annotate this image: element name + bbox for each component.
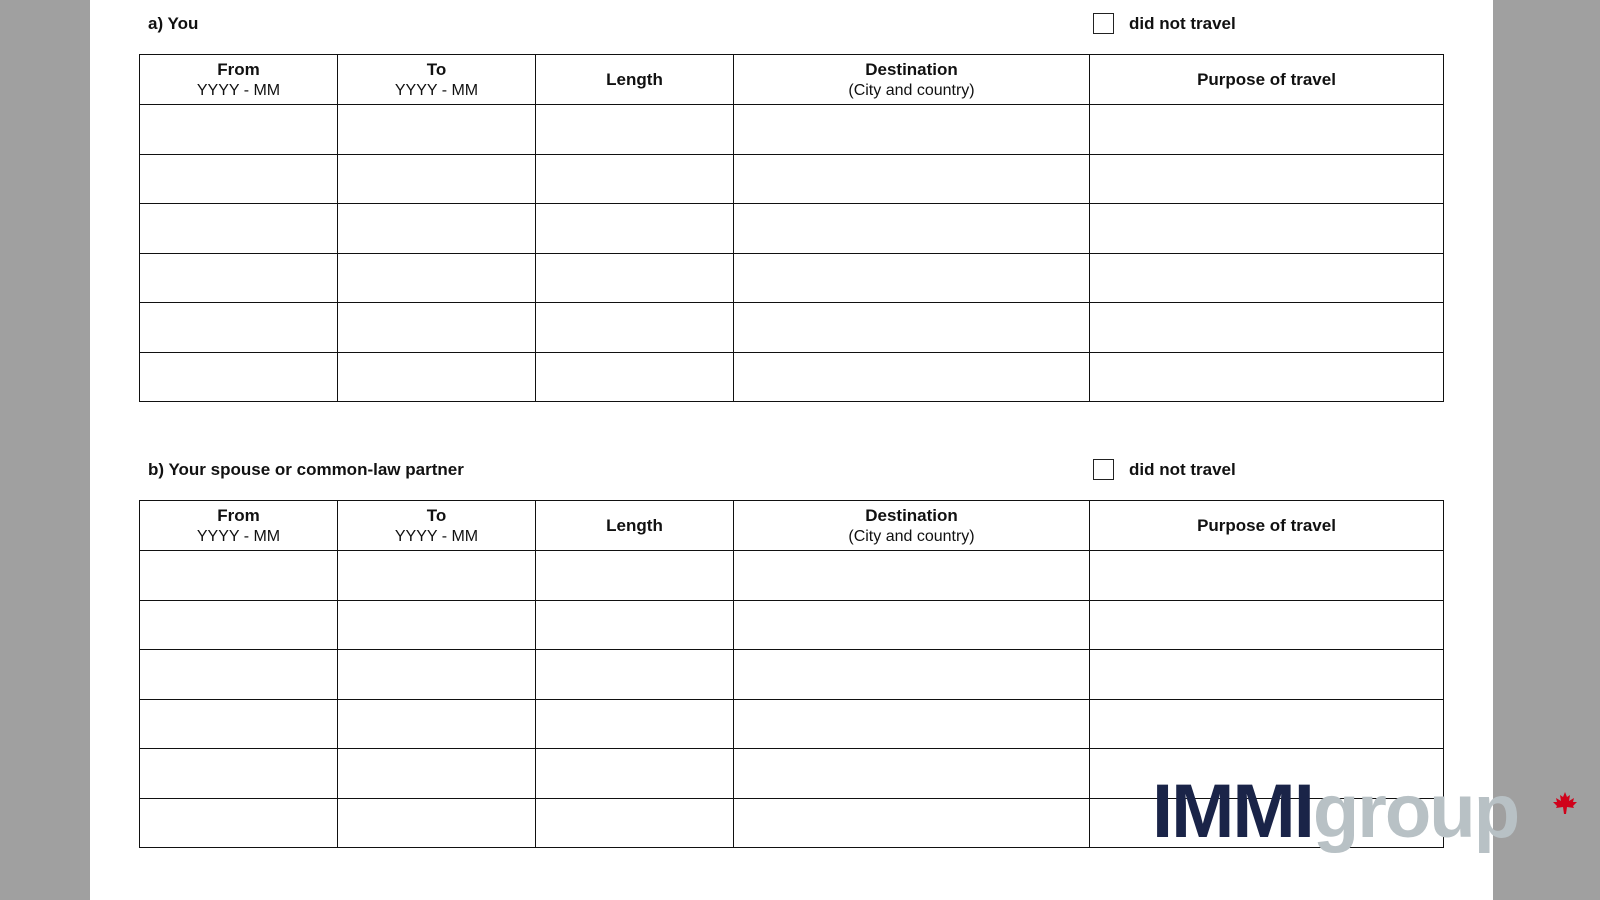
did-not-travel-checkbox[interactable] (1093, 13, 1114, 34)
cell-purpose[interactable] (1090, 600, 1444, 650)
section-b-did-not-travel[interactable] (1093, 459, 1236, 480)
column-header-purpose: Purpose of travel (1090, 55, 1444, 105)
cell-to[interactable] (338, 105, 536, 155)
cell-destination[interactable] (734, 253, 1090, 303)
cell-destination[interactable] (734, 650, 1090, 700)
cell-length[interactable] (536, 699, 734, 749)
cell-to[interactable] (338, 253, 536, 303)
cell-destination[interactable] (734, 154, 1090, 204)
form-page (90, 0, 1493, 900)
cell-length[interactable] (536, 253, 734, 303)
cell-to[interactable] (338, 154, 536, 204)
cell-length[interactable] (536, 303, 734, 353)
cell-purpose[interactable] (1090, 303, 1444, 353)
cell-destination[interactable] (734, 749, 1090, 799)
cell-from[interactable] (140, 749, 338, 799)
cell-length[interactable] (536, 352, 734, 402)
section-a-did-not-travel[interactable] (1093, 13, 1236, 34)
table-row (140, 699, 1444, 749)
cell-to[interactable] (338, 699, 536, 749)
cell-length[interactable] (536, 749, 734, 799)
table-header-row (140, 501, 1444, 551)
cell-length[interactable] (536, 204, 734, 254)
cell-purpose[interactable] (1090, 650, 1444, 700)
cell-from[interactable] (140, 600, 338, 650)
section-a-title: a) You (148, 14, 199, 33)
table-row (140, 253, 1444, 303)
column-header-length: Length (536, 501, 734, 551)
cell-destination[interactable] (734, 105, 1090, 155)
cell-from[interactable] (140, 551, 338, 601)
logo-text-main: IMMI (1152, 769, 1313, 854)
column-header-destination: Destination (City and country) (734, 501, 1090, 551)
cell-from[interactable] (140, 352, 338, 402)
column-header-length: Length (536, 55, 734, 105)
cell-length[interactable] (536, 154, 734, 204)
table-row (140, 303, 1444, 353)
table-row (140, 154, 1444, 204)
column-header-to: To YYYY - MM (338, 55, 536, 105)
cell-purpose[interactable] (1090, 105, 1444, 155)
cell-to[interactable] (338, 551, 536, 601)
cell-to[interactable] (338, 749, 536, 799)
section-b-title: b) Your spouse or common-law partner (148, 460, 464, 479)
did-not-travel-checkbox[interactable] (1093, 459, 1114, 480)
cell-from[interactable] (140, 204, 338, 254)
cell-to[interactable] (338, 204, 536, 254)
cell-purpose[interactable] (1090, 253, 1444, 303)
cell-destination[interactable] (734, 699, 1090, 749)
table-row (140, 105, 1444, 155)
table-row (140, 650, 1444, 700)
cell-from[interactable] (140, 105, 338, 155)
travel-table-you (139, 54, 1444, 402)
cell-from[interactable] (140, 154, 338, 204)
table-header-row (140, 55, 1444, 105)
table-row (140, 600, 1444, 650)
cell-from[interactable] (140, 699, 338, 749)
cell-to[interactable] (338, 798, 536, 848)
cell-from[interactable] (140, 253, 338, 303)
cell-length[interactable] (536, 105, 734, 155)
maple-leaf-icon (1553, 792, 1577, 814)
cell-to[interactable] (338, 352, 536, 402)
cell-length[interactable] (536, 650, 734, 700)
cell-length[interactable] (536, 798, 734, 848)
cell-length[interactable] (536, 600, 734, 650)
cell-purpose[interactable] (1090, 699, 1444, 749)
column-header-purpose: Purpose of travel (1090, 501, 1444, 551)
cell-purpose[interactable] (1090, 154, 1444, 204)
column-header-destination: Destination (City and country) (734, 55, 1090, 105)
did-not-travel-label: did not travel (1129, 459, 1236, 479)
cell-to[interactable] (338, 650, 536, 700)
cell-destination[interactable] (734, 798, 1090, 848)
table-row (140, 352, 1444, 402)
cell-destination[interactable] (734, 303, 1090, 353)
cell-purpose[interactable] (1090, 551, 1444, 601)
did-not-travel-label: did not travel (1129, 13, 1236, 33)
column-header-from: From YYYY - MM (140, 55, 338, 105)
column-header-from: From YYYY - MM (140, 501, 338, 551)
table-row (140, 204, 1444, 254)
cell-destination[interactable] (734, 352, 1090, 402)
cell-from[interactable] (140, 303, 338, 353)
cell-purpose[interactable] (1090, 204, 1444, 254)
cell-destination[interactable] (734, 204, 1090, 254)
logo-text-secondary: group (1312, 769, 1519, 854)
table-row (140, 551, 1444, 601)
cell-destination[interactable] (734, 551, 1090, 601)
column-header-to: To YYYY - MM (338, 501, 536, 551)
cell-from[interactable] (140, 798, 338, 848)
cell-to[interactable] (338, 600, 536, 650)
immigroup-logo (1152, 769, 1582, 860)
cell-destination[interactable] (734, 600, 1090, 650)
cell-from[interactable] (140, 650, 338, 700)
cell-to[interactable] (338, 303, 536, 353)
cell-purpose[interactable] (1090, 352, 1444, 402)
cell-length[interactable] (536, 551, 734, 601)
